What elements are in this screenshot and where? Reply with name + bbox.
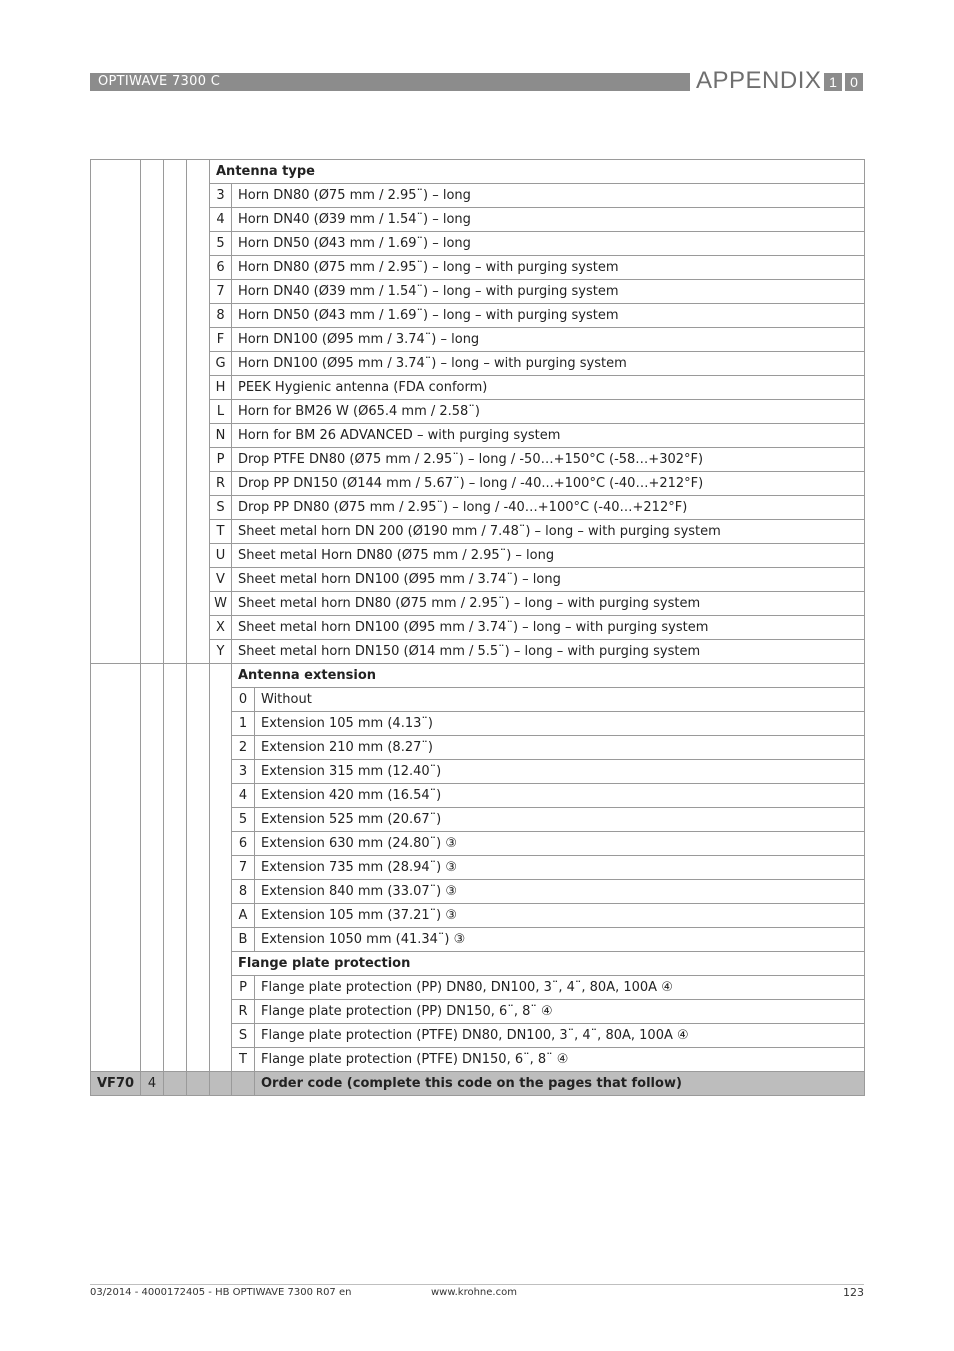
option-code: 8 xyxy=(210,304,232,328)
option-description: Drop PP DN80 (Ø75 mm / 2.95¨) – long / -40…+100°C (-40…+212°F) xyxy=(232,496,865,520)
option-code: U xyxy=(210,544,232,568)
option-description: Extension 840 mm (33.07¨) ③ xyxy=(255,880,865,904)
option-description: Horn for BM26 W (Ø65.4 mm / 2.58¨) xyxy=(232,400,865,424)
spacer-cell xyxy=(91,160,141,664)
order-code-empty-cell xyxy=(232,1072,255,1096)
option-description: Flange plate protection (PTFE) DN150, 6¨, 8¨ ④ xyxy=(255,1048,865,1072)
option-description: Flange plate protection (PP) DN150, 6¨, 8¨ ④ xyxy=(255,1000,865,1024)
option-code: Y xyxy=(210,640,232,664)
header-bar xyxy=(90,73,690,91)
option-code: W xyxy=(210,592,232,616)
option-description: Horn DN40 (Ø39 mm / 1.54¨) – long xyxy=(232,208,865,232)
option-code: T xyxy=(210,520,232,544)
option-code: R xyxy=(210,472,232,496)
option-description: Extension 420 mm (16.54¨) xyxy=(255,784,865,808)
option-code: P xyxy=(232,976,255,1000)
option-description: Horn DN50 (Ø43 mm / 1.69¨) – long – with purging system xyxy=(232,304,865,328)
option-code: 5 xyxy=(210,232,232,256)
option-code: R xyxy=(232,1000,255,1024)
product-name: OPTIWAVE 7300 C xyxy=(98,74,221,89)
option-description: Extension 525 mm (20.67¨) xyxy=(255,808,865,832)
option-code: T xyxy=(232,1048,255,1072)
option-code: 3 xyxy=(232,760,255,784)
chapter-number-digit: 0 xyxy=(845,73,863,91)
option-code: 5 xyxy=(232,808,255,832)
option-description: Sheet metal horn DN 200 (Ø190 mm / 7.48¨) – long – with purging system xyxy=(232,520,865,544)
option-description: Sheet metal horn DN80 (Ø75 mm / 2.95¨) – long – with purging system xyxy=(232,592,865,616)
spacer-cell xyxy=(187,160,210,664)
spacer-cell xyxy=(187,664,210,1072)
option-code: L xyxy=(210,400,232,424)
flange-plate-protection-heading: Flange plate protection xyxy=(232,952,865,976)
option-description: Drop PP DN150 (Ø144 mm / 5.67¨) – long / -40...+100°C (-40…+212°F) xyxy=(232,472,865,496)
option-description: Extension 315 mm (12.40¨) xyxy=(255,760,865,784)
option-code: 6 xyxy=(210,256,232,280)
spacer-cell xyxy=(164,160,187,664)
antenna-type-heading: Antenna type xyxy=(210,160,865,184)
option-code: 2 xyxy=(232,736,255,760)
order-code-row xyxy=(91,1072,865,1096)
option-code: S xyxy=(210,496,232,520)
option-description: Sheet metal Horn DN80 (Ø75 mm / 2.95¨) – long xyxy=(232,544,865,568)
option-code: 8 xyxy=(232,880,255,904)
option-description: Without xyxy=(255,688,865,712)
spacer-cell xyxy=(210,664,232,1072)
option-description: Flange plate protection (PP) DN80, DN100, 3¨, 4¨, 80A, 100A ④ xyxy=(255,976,865,1000)
footer-document-id: 03/2014 - 4000172405 - HB OPTIWAVE 7300 R07 en xyxy=(90,1287,352,1298)
order-code-digit: 4 xyxy=(141,1072,164,1096)
option-code: 4 xyxy=(232,784,255,808)
option-code: S xyxy=(232,1024,255,1048)
order-code-empty-cell xyxy=(187,1072,210,1096)
option-description: Horn DN40 (Ø39 mm / 1.54¨) – long – with purging system xyxy=(232,280,865,304)
option-description: Horn DN80 (Ø75 mm / 2.95¨) – long xyxy=(232,184,865,208)
option-code: P xyxy=(210,448,232,472)
option-code: G xyxy=(210,352,232,376)
option-description: Sheet metal horn DN100 (Ø95 mm / 3.74¨) – long xyxy=(232,568,865,592)
option-code: 0 xyxy=(232,688,255,712)
option-description: Drop PTFE DN80 (Ø75 mm / 2.95¨) – long / -50…+150°C (-58…+302°F) xyxy=(232,448,865,472)
order-code-instruction: Order code (complete this code on the pages that follow) xyxy=(255,1072,865,1096)
option-description: Extension 210 mm (8.27¨) xyxy=(255,736,865,760)
option-code: B xyxy=(232,928,255,952)
option-code: X xyxy=(210,616,232,640)
order-code-prefix: VF70 xyxy=(91,1072,141,1096)
order-code-empty-cell xyxy=(164,1072,187,1096)
section-title: APPENDIX xyxy=(696,67,822,94)
table-row xyxy=(91,664,865,688)
chapter-number-digit: 1 xyxy=(824,73,842,91)
option-description: Extension 735 mm (28.94¨) ③ xyxy=(255,856,865,880)
option-description: Horn for BM 26 ADVANCED – with purging system xyxy=(232,424,865,448)
option-code: 6 xyxy=(232,832,255,856)
spacer-cell xyxy=(164,664,187,1072)
option-description: Extension 105 mm (4.13¨) xyxy=(255,712,865,736)
footer-website: www.krohne.com xyxy=(431,1287,517,1298)
antenna-extension-heading: Antenna extension xyxy=(232,664,865,688)
option-code: 1 xyxy=(232,712,255,736)
option-code: V xyxy=(210,568,232,592)
option-code: H xyxy=(210,376,232,400)
option-code: 4 xyxy=(210,208,232,232)
option-code: A xyxy=(232,904,255,928)
option-code: 7 xyxy=(232,856,255,880)
spacer-cell xyxy=(91,664,141,1072)
option-description: Extension 105 mm (37.21¨) ③ xyxy=(255,904,865,928)
option-description: Extension 630 mm (24.80¨) ③ xyxy=(255,832,865,856)
option-code: 3 xyxy=(210,184,232,208)
order-code-empty-cell xyxy=(210,1072,232,1096)
footer-rule xyxy=(90,1284,864,1285)
spacer-cell xyxy=(141,664,164,1072)
option-description: Sheet metal horn DN150 (Ø14 mm / 5.5¨) – long – with purging system xyxy=(232,640,865,664)
option-description: Flange plate protection (PTFE) DN80, DN100, 3¨, 4¨, 80A, 100A ④ xyxy=(255,1024,865,1048)
option-description: Sheet metal horn DN100 (Ø95 mm / 3.74¨) – long – with purging system xyxy=(232,616,865,640)
spacer-cell xyxy=(141,160,164,664)
option-description: Horn DN80 (Ø75 mm / 2.95¨) – long – with purging system xyxy=(232,256,865,280)
table-row xyxy=(91,160,865,184)
order-code-table xyxy=(90,159,865,1096)
option-description: Horn DN100 (Ø95 mm / 3.74¨) – long xyxy=(232,328,865,352)
option-code: 7 xyxy=(210,280,232,304)
option-description: Extension 1050 mm (41.34¨) ③ xyxy=(255,928,865,952)
page-number: 123 xyxy=(843,1286,864,1299)
option-description: Horn DN100 (Ø95 mm / 3.74¨) – long – with purging system xyxy=(232,352,865,376)
option-code: N xyxy=(210,424,232,448)
option-description: Horn DN50 (Ø43 mm / 1.69¨) – long xyxy=(232,232,865,256)
option-description: PEEK Hygienic antenna (FDA conform) xyxy=(232,376,865,400)
option-code: F xyxy=(210,328,232,352)
